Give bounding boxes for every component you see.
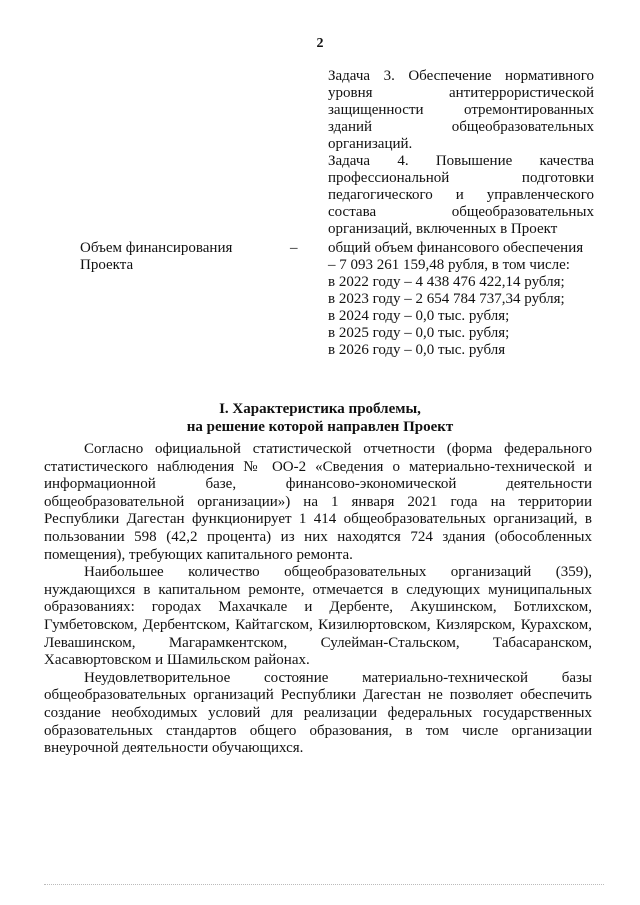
task-3-text: Задача 3. Обеспечение нормативного уровня антитеррористической защищенности отремонтированных зданий общеобразовательных организаций. — [328, 68, 594, 152]
financing-label: Объем финансирования Проекта — [80, 240, 233, 273]
financing-2023: в 2023 году – 2 654 784 737,34 рубля; — [328, 291, 565, 307]
section-body — [44, 441, 592, 758]
bottom-divider — [44, 884, 604, 885]
tasks-block — [328, 68, 594, 238]
financing-2025: в 2025 году – 0,0 тыс. рубля; — [328, 325, 510, 341]
financing-2024: в 2024 году – 0,0 тыс. рубля; — [328, 308, 510, 324]
financing-total: общий объем финансового обеспечения – 7 093 261 159,48 рубля, в том числе: — [328, 240, 584, 273]
section-title — [0, 400, 640, 436]
financing-dash: – — [290, 240, 298, 256]
page-number: 2 — [316, 36, 324, 51]
financing-2026: в 2026 году – 0,0 тыс. рубля — [328, 342, 506, 358]
paragraph: Согласно официальной статистической отчетности (форма федерального статистического наблюдения № ОО-2 «Сведения о материально-технической и информационной базе, финансово-экономической деятельности общеобразовательной организации») на 1 января 2021 года на территории Республики Дагестан функционирует 1 414 общеобразовательных организаций, в пользовании 598 (42,2 процента) из них находятся 724 здания (обособленных помещения), требующих капитального ремонта. — [44, 441, 592, 563]
section-title-line2: на решение которой направлен Проект — [186, 419, 454, 435]
section-title-line1: I. Характеристика проблемы, — [219, 401, 421, 417]
paragraph: Неудовлетворительное состояние материально-технической базы общеобразовательных организаций Республики Дагестан не позволяет обеспечить создание необходимых условий для реализации федеральных государственных образовательных стандартов общего образования, в том числе организации внеурочной деятельности обучающихся. — [44, 669, 592, 757]
paragraph: Наибольшее количество общеобразовательных организаций (359), нуждающихся в капитальном ремонте, отмечается в следующих муниципальных образованиях: городах Махачкале и Дербенте, Акушинском, Ботлихском, Гумбетовском, Дербентском, Кайтагском, Кизилюртовском, Кизлярском, Курахском, Левашинском, Магарамкентском, Сулейман-Стальском, Табасаранском, Хасавюртовском и Шамильском районах. — [44, 564, 592, 669]
financing-2022: в 2022 году – 4 438 476 422,14 рубля; — [328, 274, 565, 290]
task-4-text: Задача 4. Повышение качества профессиональной подготовки педагогического и управленческого состава общеобразовательных организаций, включенных в Проект — [328, 153, 594, 237]
financing-details — [328, 240, 594, 359]
